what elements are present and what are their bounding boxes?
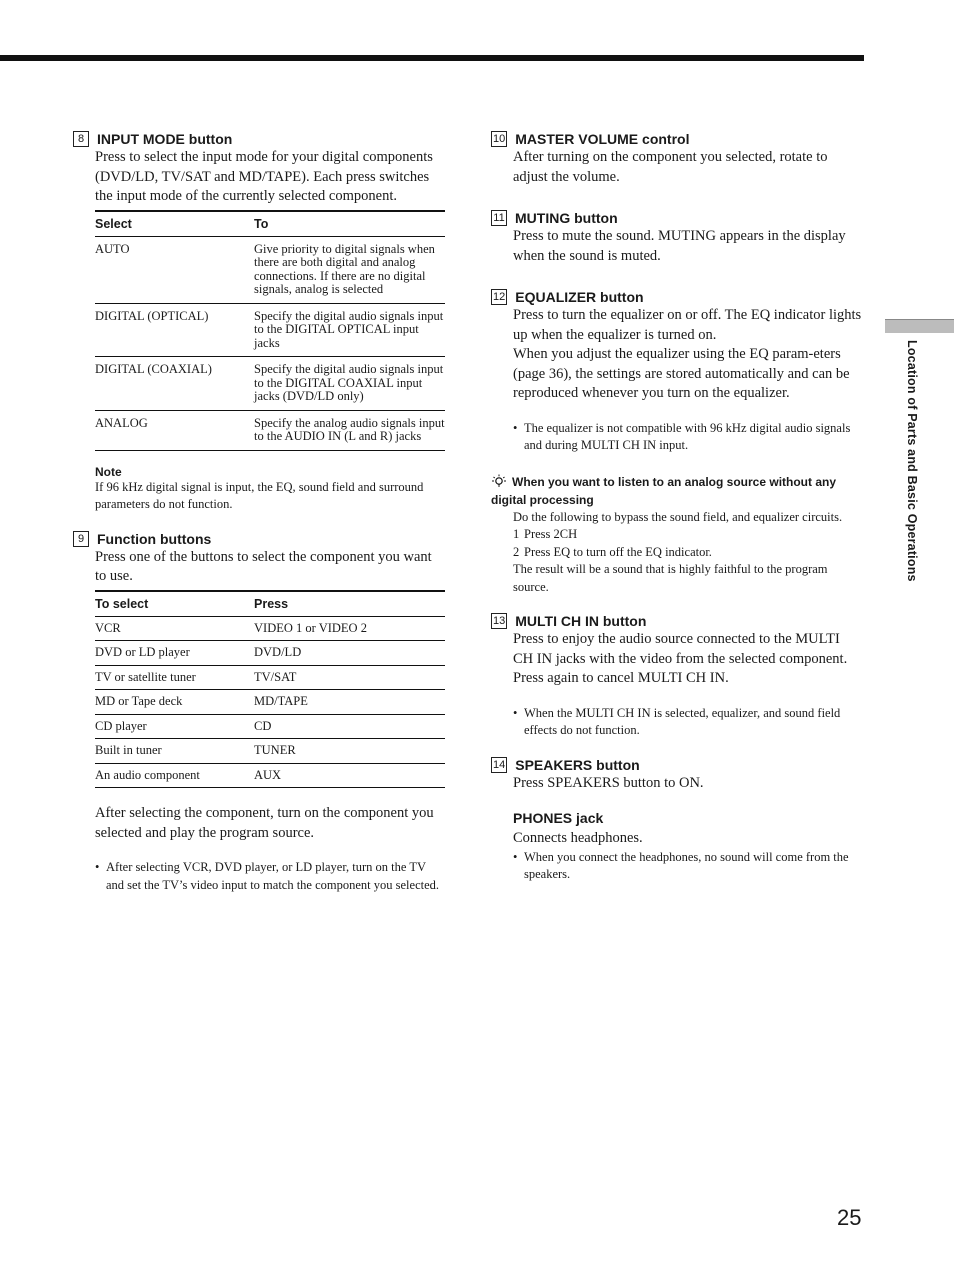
section-text: Press one of the buttons to select the component you want to use.: [95, 548, 432, 584]
table-cell: DIGITAL (COAXIAL): [95, 357, 254, 411]
section-text: Press to enjoy the audio source connected to the MULTI CH IN jacks with the video from the selected component. Press again to cancel MULTI CH IN.: [513, 631, 848, 686]
section-text: After selecting the component, turn on the component you selected and play the program source.: [95, 805, 434, 841]
table-header-row: [95, 211, 445, 237]
table-cell: AUX: [254, 763, 445, 788]
bullet-item: • When the MULTI CH IN is selected, equalizer, and sound field effects do not function.: [513, 705, 863, 740]
bullet-item: • After selecting VCR, DVD player, or LD player, turn on the TV and set the TV’s video input to match the component you selected.: [95, 859, 445, 894]
section-speakers: [491, 756, 863, 794]
column-header: Select: [95, 211, 254, 237]
section-text: After turning on the component you selected, rotate to adjust the volume.: [513, 149, 828, 185]
left-column: [73, 130, 445, 904]
section-phones: [491, 809, 863, 884]
table-row: [95, 236, 445, 303]
section-master-volume: [491, 130, 863, 187]
section-title: MULTI CH IN button: [515, 613, 647, 629]
bullet-text: After selecting VCR, DVD player, or LD player, turn on the TV and set the TV’s video input to match the component you selected.: [106, 860, 440, 892]
step-number: 2: [513, 544, 520, 559]
table-cell: MD or Tape deck: [95, 690, 254, 715]
section-title: SPEAKERS button: [515, 756, 640, 773]
table-cell: TV or satellite tuner: [95, 665, 254, 690]
tip-block: [491, 473, 863, 597]
section-title: MASTER VOLUME control: [515, 131, 690, 147]
table-cell: ANALOG: [95, 410, 254, 450]
table-row: [95, 665, 445, 690]
section-text: Press to turn the equalizer on or off. The EQ indicator lights up when the equalizer is turned on.: [513, 307, 862, 343]
section-function-buttons: [73, 530, 445, 895]
table-row: [95, 763, 445, 788]
item-number-badge: 9: [73, 531, 89, 547]
bullet-item: • When you connect the headphones, no sound will come from the speakers.: [513, 849, 863, 884]
section-heading: [73, 530, 445, 548]
subsection-title: PHONES jack: [513, 810, 604, 826]
table-cell: Specify the digital audio signals input to the DIGITAL OPTICAL input jacks: [254, 303, 445, 357]
item-number-badge: 14: [493, 758, 506, 771]
table-row: [95, 739, 445, 764]
table-cell: DVD/LD: [254, 641, 445, 666]
section-heading: [491, 756, 863, 774]
table-cell: Specify the digital audio signals input to the DIGITAL COAXIAL input jacks (DVD/LD only): [254, 357, 445, 411]
section-text: Press to mute the sound. MUTING appears in the display when the sound is muted.: [513, 228, 846, 264]
table-header-row: [95, 591, 445, 617]
section-tab-marker: [885, 319, 954, 333]
section-heading: [491, 612, 863, 630]
table-cell: Built in tuner: [95, 739, 254, 764]
side-section-label: [905, 340, 925, 640]
tip-title-line: When you want to listen to an analog source without any: [512, 474, 837, 489]
section-heading: [491, 130, 863, 148]
table-row: [95, 690, 445, 715]
column-header: Press: [254, 591, 445, 617]
tip-step: [513, 526, 863, 544]
step-text: Press EQ to turn off the EQ indicator.: [524, 544, 712, 559]
item-number-badge: 8: [73, 131, 89, 147]
table-cell: VCR: [95, 616, 254, 641]
table-cell: Give priority to digital signals when there are both digital and analog connections. If there are no digital signals, analog is selected: [254, 236, 445, 303]
tip-heading: [491, 473, 863, 509]
section-input-mode: [73, 130, 445, 514]
note-text: If 96 kHz digital signal is input, the EQ, sound field and surround parameters do not function.: [95, 479, 424, 511]
table-cell: An audio component: [95, 763, 254, 788]
step-number: 1: [513, 527, 520, 541]
function-buttons-table: [95, 590, 445, 789]
section-text: Connects headphones.: [513, 830, 643, 846]
section-text: Press SPEAKERS button to ON.: [513, 774, 704, 791]
lightbulb-icon: [491, 474, 507, 488]
tip-result: The result will be a sound that is highly faithful to the program source.: [513, 562, 828, 594]
section-heading: [491, 209, 863, 227]
table-cell: MD/TAPE: [254, 690, 445, 715]
section-title: EQUALIZER button: [515, 289, 644, 305]
item-number-badge: 13: [493, 615, 506, 627]
table-cell: CD: [254, 714, 445, 739]
bullet-text: When the MULTI CH IN is selected, equalizer, and sound field effects do not function.: [524, 705, 841, 737]
section-text: Press to select the input mode for your digital components (DVD/LD, TV/SAT and MD/TAPE). Each press switches the input mode of the currently selected component.: [95, 149, 433, 204]
section-muting: [491, 209, 863, 266]
tip-step: [513, 544, 863, 562]
bullet-text: The equalizer is not compatible with 96 kHz digital audio signals and during MULTI CH IN input.: [524, 420, 851, 452]
table-cell: Specify the analog audio signals input to the AUDIO IN (L and R) jacks: [254, 410, 445, 450]
table-row: [95, 714, 445, 739]
bullet-text: When you connect the headphones, no sound will come from the speakers.: [524, 849, 849, 881]
bullet-item: • The equalizer is not compatible with 96 kHz digital audio signals and during MULTI CH IN input.: [513, 420, 863, 455]
page-number: 25: [837, 1205, 862, 1230]
table-row: [95, 616, 445, 641]
table-cell: DIGITAL (OPTICAL): [95, 303, 254, 357]
item-number-badge: 11: [491, 210, 507, 226]
table-cell: TV/SAT: [254, 665, 445, 690]
table-cell: AUTO: [95, 236, 254, 303]
column-header: To select: [95, 591, 254, 617]
right-column: [491, 130, 863, 894]
section-title: MUTING button: [515, 210, 618, 226]
table-cell: VIDEO 1 or VIDEO 2: [254, 616, 445, 641]
section-multi-ch-in: [491, 612, 863, 740]
table-row: [95, 410, 445, 450]
table-row: [95, 357, 445, 411]
side-label-text: Location of Parts and Basic Operations: [905, 340, 919, 582]
table-row: [95, 641, 445, 666]
step-text: Press 2CH: [524, 527, 578, 541]
section-heading: [73, 130, 445, 148]
section-title: INPUT MODE button: [97, 131, 233, 147]
note-heading: Note: [95, 464, 122, 479]
section-title: Function buttons: [97, 530, 212, 547]
table-cell: TUNER: [254, 739, 445, 764]
column-header: To: [254, 211, 445, 237]
item-number-badge: 12: [493, 291, 506, 303]
tip-text: Do the following to bypass the sound field, and equalizer circuits.: [513, 509, 843, 524]
section-text: When you adjust the equalizer using the EQ param-eters (page 36), the settings are stored automatically and can be reproduced whenever you turn on the equalizer.: [513, 346, 850, 401]
section-equalizer: [491, 288, 863, 455]
top-rule: [0, 55, 864, 61]
tip-title-line: digital processing: [491, 492, 594, 507]
section-heading: [491, 288, 863, 306]
table-cell: CD player: [95, 714, 254, 739]
table-row: [95, 303, 445, 357]
table-cell: DVD or LD player: [95, 641, 254, 666]
item-number-badge: 10: [493, 133, 506, 145]
input-mode-table: [95, 210, 445, 451]
